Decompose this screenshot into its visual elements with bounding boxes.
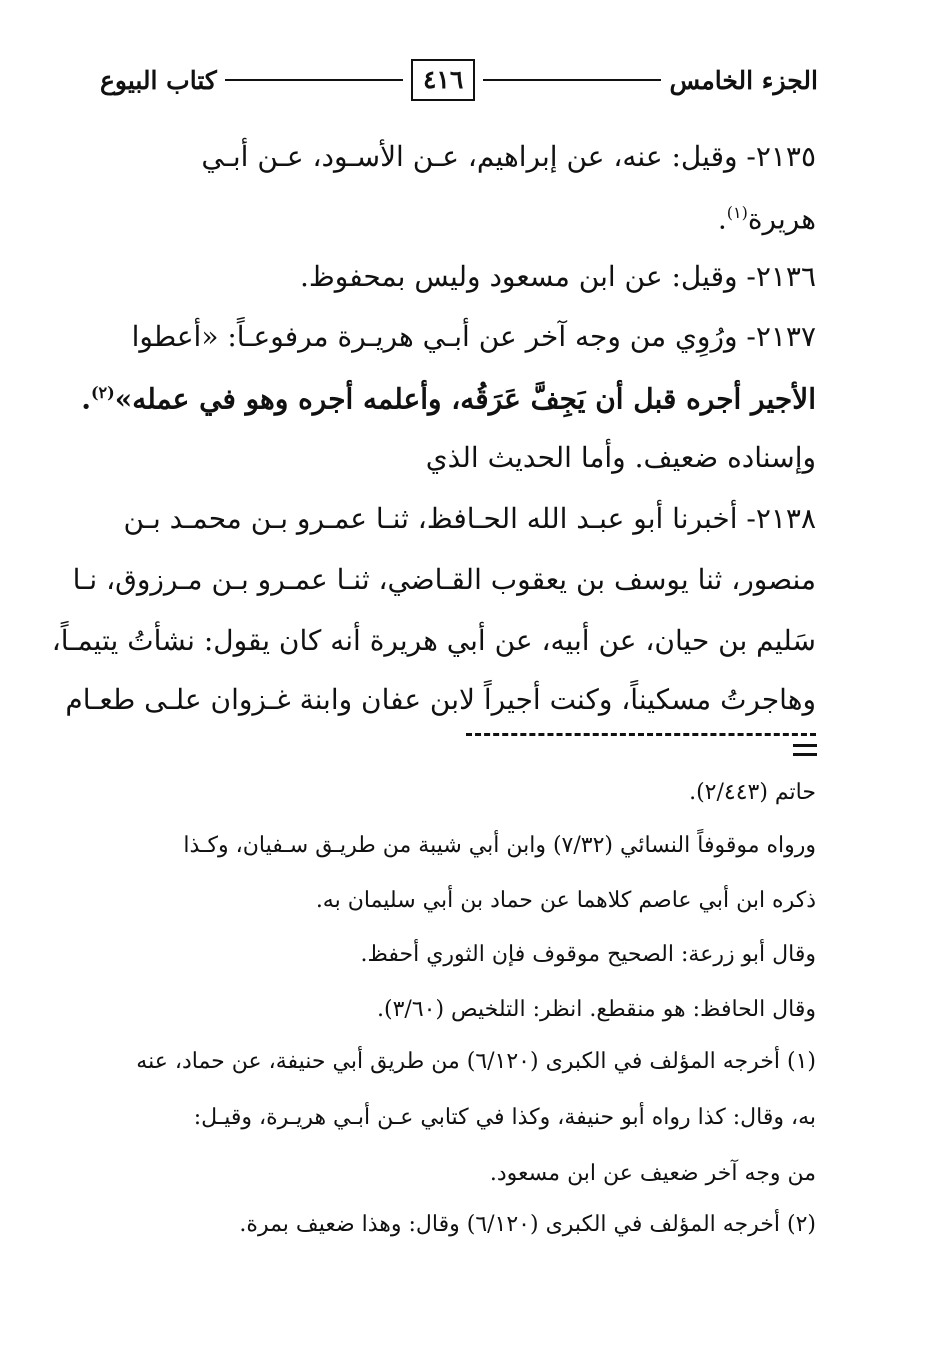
header-rule-left [225, 79, 403, 81]
page-header [100, 58, 818, 102]
continuation-mark [793, 744, 817, 756]
hadith-2135-line-1: ٢١٣٥- وقيل: عنه، عن إبراهيم، عـن الأسـود، عـن أبـي [201, 140, 816, 173]
footnote-separator [466, 733, 816, 736]
book-title: كتاب البيوع [99, 65, 217, 95]
footnote-continuation-3: ذكره ابن أبي عاصم كلاهما عن حماد بن أبي سليمان به. [315, 888, 816, 913]
volume-title: الجزء الخامس [669, 65, 818, 95]
hadith-2137-line-2 [81, 373, 816, 419]
header-rule-right [483, 79, 661, 81]
footnote-continuation-2: ورواه موقوفاً النسائي (٧/٣٢) وابن أبي شيبة من طريـق سـفيان، وكـذا [183, 833, 816, 858]
footnote-ref-2: (٢) [90, 383, 115, 402]
footnote-continuation-4: وقال أبو زرعة: الصحيح موقوف فإن الثوري أحفظ. [360, 942, 816, 967]
footnote-1-line-3: من وجه آخر ضعيف عن ابن مسعود. [489, 1161, 816, 1186]
hadith-2135-line-2 [106, 193, 816, 239]
footnote-1-line-1: (١) أخرجه المؤلف في الكبرى (٦/١٢٠) من طريق أبي حنيفة، عن حماد، عنه [136, 1049, 816, 1074]
hadith-2136: ٢١٣٦- وقيل: عن ابن مسعود وليس بمحفوظ. [299, 260, 816, 293]
text-fragment: . [717, 202, 727, 236]
text-fragment: هريرة [747, 202, 816, 236]
hadith-2138-line-1: ٢١٣٨- أخبرنا أبو عبـد الله الحـافظ، ثنـا عمـرو بـن محمـد بـن [123, 502, 816, 535]
text-fragment: الأجير أجره قبل أن يَجِفَّ عَرَقُه، وأعلمه أجره وهو في عمله» [114, 382, 816, 416]
footnote-continuation-1: حاتم (٢/٤٤٣). [689, 780, 816, 805]
hadith-2138-line-2: منصور، ثنا يوسف بن يعقوب القـاضي، ثنـا عمـرو بـن مـرزوق، نـا [72, 563, 816, 596]
hadith-2138-line-4: وهاجرتُ مسكيناً، وكنت أجيراً لابن عفان وابنة غـزوان علـى طعـام [65, 683, 816, 716]
footnote-continuation-5: وقال الحافظ: هو منقطع. انظر: التلخيص (٣/٦٠). [377, 997, 816, 1022]
isnad-note: وإسناده ضعيف. وأما الحديث الذي [425, 441, 816, 474]
page-number: ٤١٦ [411, 59, 475, 101]
text-fragment: . [81, 382, 91, 416]
hadith-2138-line-3: سَليم بن حيان، عن أبيه، عن أبي هريرة أنه كان يقول: نشأتُ يتيمـاً، [51, 624, 816, 657]
hadith-2137-line-1: ٢١٣٧- ورُوِي من وجه آخر عن أبـي هريـرة مرفوعـاً: «أعطوا [131, 320, 816, 353]
footnote-ref-1: (١) [726, 203, 748, 222]
footnote-2: (٢) أخرجه المؤلف في الكبرى (٦/١٢٠) وقال: وهذا ضعيف بمرة. [239, 1212, 816, 1237]
footnote-1-line-2: به، وقال: كذا رواه أبو حنيفة، وكذا في كتابي عـن أبـي هريـرة، وقيـل: [193, 1105, 816, 1130]
